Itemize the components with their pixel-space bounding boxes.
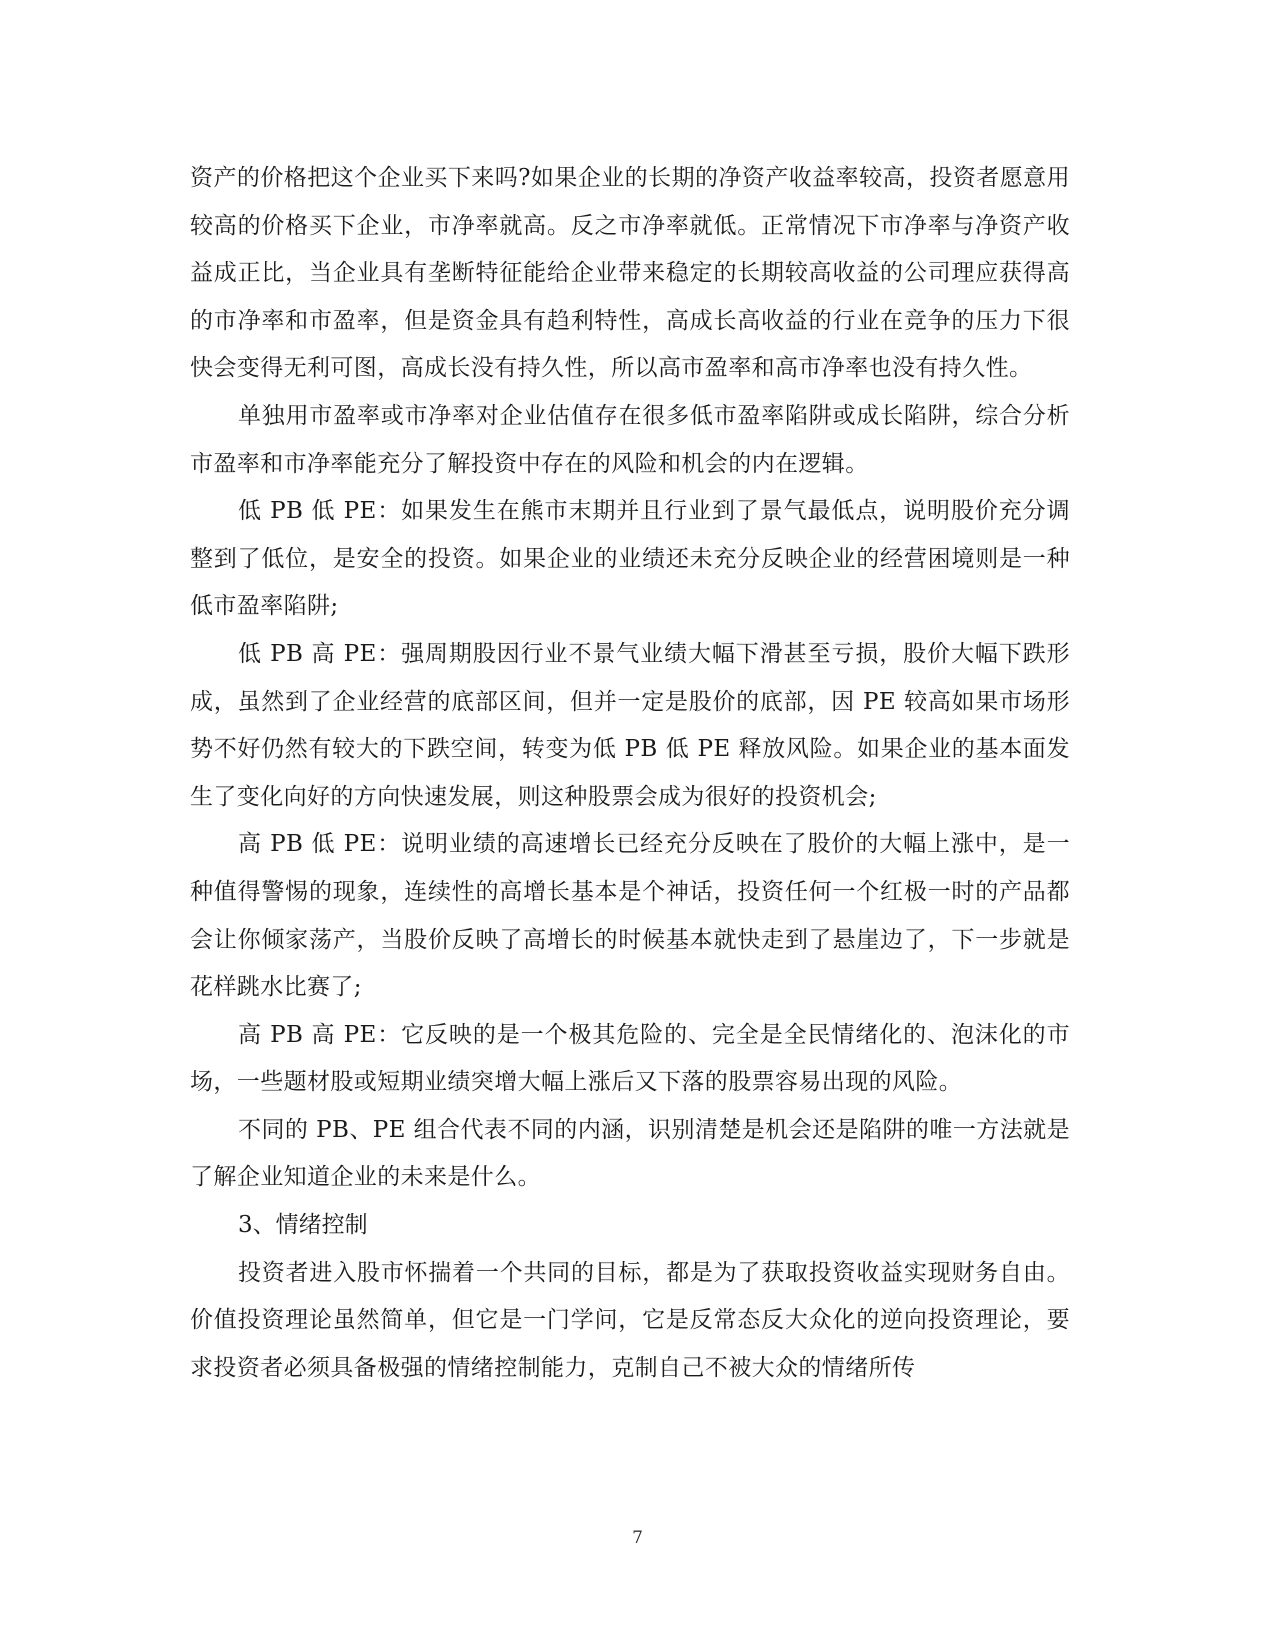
paragraph-pb-pe-summary: 不同的 PB、PE 组合代表不同的内涵，识别清楚是机会还是陷阱的唯一方法就是了解企业知道企业的未来是什么。: [190, 1116, 1070, 1191]
body-text: [190, 155, 1070, 1392]
section-heading: 3、情绪控制: [238, 1212, 368, 1239]
paragraph-high-pb-low-pe: 高 PB 低 PE：说明业绩的高速增长已经充分反映在了股价的大幅上涨中，是一种值得警惕的现象，连续性的高增长基本是个神话，投资任何一个红极一时的产品都会让你倾家荡产，当股价反映了高增长的时候基本就快走到了悬崖边了，下一步就是花样跳水比赛了;: [190, 831, 1070, 1001]
paragraph-emotion-control: 投资者进入股市怀揣着一个共同的目标，都是为了获取投资收益实现财务自由。价值投资理论虽然简单，但它是一门学问，它是反常态反大众化的逆向投资理论，要求投资者必须具备极强的情绪控制能力，克制自己不被大众的情绪所传: [190, 1259, 1070, 1381]
paragraph-low-pb-low-pe: 低 PB 低 PE：如果发生在熊市末期并且行业到了景气最低点，说明股价充分调整到了低位，是安全的投资。如果企业的业绩还未充分反映企业的经营困境则是一种低市盈率陷阱;: [190, 498, 1070, 620]
paragraph-high-pb-high-pe: 高 PB 高 PE：它反映的是一个极其危险的、完全是全民情绪化的、泡沫化的市场，一些题材股或短期业绩突增大幅上涨后又下落的股票容易出现的风险。: [190, 1021, 1070, 1096]
paragraph-continuation: 资产的价格把这个企业买下来吗?如果企业的长期的净资产收益率较高，投资者愿意用较高的价格买下企业，市净率就高。反之市净率就低。正常情况下市净率与净资产收益成正比，当企业具有垄断特征能给企业带来稳定的长期较高收益的公司理应获得高的市净率和市盈率，但是资金具有趋利特性，高成长高收益的行业在竞争的压力下很快会变得无利可图，高成长没有持久性，所以高市盈率和高市净率也没有持久性。: [190, 165, 1070, 382]
paragraph-valuation-traps: 单独用市盈率或市净率对企业估值存在很多低市盈率陷阱或成长陷阱，综合分析市盈率和市净率能充分了解投资中存在的风险和机会的内在逻辑。: [190, 402, 1070, 477]
paragraph-low-pb-high-pe: 低 PB 高 PE：强周期股因行业不景气业绩大幅下滑甚至亏损，股价大幅下跌形成，虽然到了企业经营的底部区间，但并一定是股价的底部，因 PE 较高如果市场形势不好仍然有较大的下跌空间，转变为低 PB 低 PE 释放风险。如果企业的基本面发生了变化向好的方向快速发展，则这种股票会成为很好的投资机会;: [190, 640, 1070, 810]
page-number: 7: [632, 1528, 643, 1548]
